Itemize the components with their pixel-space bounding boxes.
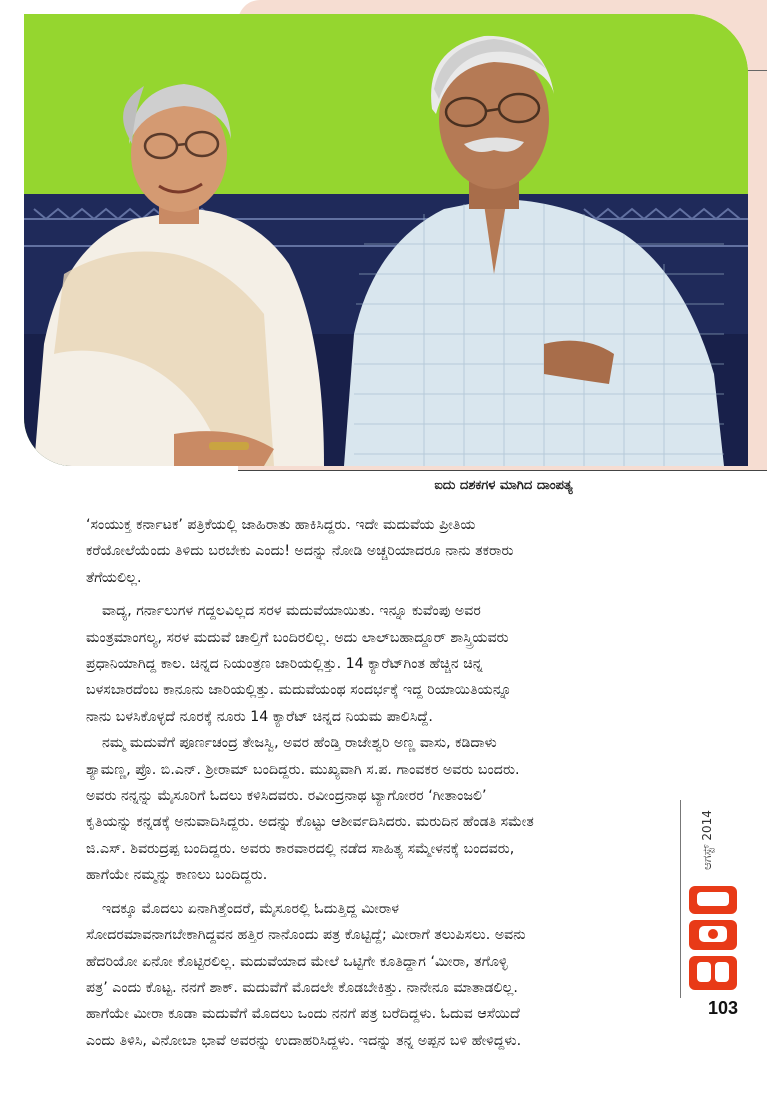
text-line: ಕರೆಯೋಲೆಯೆಂದು ತಿಳಿದು ಬರಬೇಕು ಎಂದು! ಅದನ್ನು ನೋಡಿ ಅಚ್ಚರಿಯಾದರೂ ನಾನು ತಕರಾರು bbox=[86, 543, 514, 560]
photo-caption: ಐದು ದಶಕಗಳ ಮಾಗಿದ ದಾಂಪತ್ಯ bbox=[434, 478, 573, 493]
text-line: ಹಾಗೆಯೇ ಮೀರಾ ಕೂಡಾ ಮದುವೆಗೆ ಮೊದಲು ಒಂದು ನನಗೆ ಪತ್ರ ಬರೆದಿದ್ದಳು. ಓದುವ ಆಸೆಯಿದೆ bbox=[86, 1006, 520, 1023]
elderly-couple-photo-icon bbox=[24, 14, 748, 466]
issue-date bbox=[690, 812, 728, 872]
text-line: ಜಿ.ಎಸ್. ಶಿವರುದ್ರಪ್ಪ ಬಂದಿದ್ದರು. ಅವರು ಕಾರವಾರದಲ್ಲಿ ನಡೆದ ಸಾಹಿತ್ಯ ಸಮ್ಮೇಳನಕ್ಕೆ ಬಂದವರು, bbox=[86, 840, 515, 857]
couple-photo bbox=[24, 14, 748, 466]
caption-rule bbox=[238, 470, 767, 471]
paragraph-4 bbox=[86, 897, 672, 1053]
paragraph-3 bbox=[86, 731, 672, 887]
text-line: ಸೋದರಮಾವನಾಗಬೇಕಾಗಿದ್ದವನ ಹತ್ತಿರ ನಾನೊಂದು ಪತ್ರ ಕೊಟ್ಟಿದ್ದೆ; ಮೀರಾಗೆ ತಲುಪಿಸಲು. ಅವನು bbox=[86, 927, 526, 944]
paragraph-2 bbox=[86, 599, 672, 729]
text-line: ಬಳಸಬಾರದೆಂಬ ಕಾನೂನು ಜಾರಿಯಲ್ಲಿತ್ತು. ಮದುವೆಯಂಥ ಸಂದರ್ಭಕ್ಕೆ ಇದ್ದ ರಿಯಾಯಿತಿಯನ್ನೂ bbox=[86, 682, 512, 699]
paragraph-1 bbox=[86, 513, 672, 590]
page-number: 103 bbox=[708, 998, 739, 1018]
text-line: ‘ಸಂಯುಕ್ತ ಕರ್ನಾಟಕ’ ಪತ್ರಿಕೆಯಲ್ಲಿ ಜಾಹಿರಾತು ಹಾಕಿಸಿದ್ದರು. ಇದೇ ಮದುವೆಯ ಪ್ರೀತಿಯ bbox=[86, 517, 476, 533]
text-line: ನಮ್ಮ ಮದುವೆಗೆ ಪೂರ್ಣಚಂದ್ರ ತೇಜಸ್ವಿ, ಅವರ ಹೆಂಡ್ತಿ ರಾಜೇಶ್ವರಿ ಅಣ್ಣ ವಾಸು, ಕಡಿದಾಳು bbox=[102, 735, 497, 752]
article-body bbox=[86, 513, 672, 1055]
text-line: ಹೆದರಿಯೋ ಏನೋ ಕೊಟ್ಟಿರಲಿಲ್ಲ. ಮದುವೆಯಾದ ಮೇಲೆ ಒಟ್ಟಿಗೇ ಕೂತಿದ್ದಾಗ ‘ಮೀರಾ, ತಗೊಳ್ಳಿ bbox=[86, 953, 508, 970]
text-line: ವಾದ್ಯ, ಗರ್ನಾಲುಗಳ ಗದ್ದಲವಿಲ್ಲದ ಸರಳ ಮದುವೆಯಾಯಿತು. ಇನ್ನೂ ಕುವೆಂಪು ಅವರ bbox=[102, 603, 481, 620]
text-line: ಎಂದು ತಿಳಿಸಿ, ವಿನೋಬಾ ಭಾವೆ ಅವರನ್ನು ಉದಾಹರಿಸಿದ್ದಳು. ಇದನ್ನು ತನ್ನ ಅಪ್ಪನ ಬಳಿ ಹೇಳಿದ್ದಳು. bbox=[86, 1032, 522, 1049]
text-line: ಶ್ಯಾಮಣ್ಣ, ಪ್ರೊ. ಬಿ.ಎನ್. ಶ್ರೀರಾಮ್ ಬಂದಿದ್ದರು. ಮುಖ್ಯವಾಗಿ ಸ.ಪ. ಗಾಂವಕರ ಅವರು ಬಂದರು. bbox=[86, 761, 520, 778]
text-line: ಕೃತಿಯನ್ನು ಕನ್ನಡಕ್ಕೆ ಅನುವಾದಿಸಿದ್ದರು. ಅದನ್ನು ಕೊಟ್ಟು ಆಶೀರ್ವದಿಸಿದರು. ಮರುದಿನ ಹೆಂಡತಿ ಸಮೇತ bbox=[86, 814, 534, 831]
text-line: ನಾನು ಬಳಸಿಕೊಳ್ಳದೆ ನೂರಕ್ಕೆ ನೂರು 14 ಕ್ಯಾರೆಟ್ ಚಿನ್ನದ ನಿಯಮ ಪಾಲಿಸಿದ್ದೆ. bbox=[86, 708, 433, 725]
issue-date-text: ಆಗಸ್ಟ್ 2014 bbox=[700, 810, 714, 870]
text-line: ಪ್ರಧಾನಿಯಾಗಿದ್ದ ಕಾಲ. ಚಿನ್ನದ ನಿಯಂತ್ರಣ ಜಾರಿಯಲ್ಲಿತ್ತು. 14 ಕ್ಯಾರೆಟ್‌ಗಿಂತ ಹೆಚ್ಚಿನ ಚಿನ್ನ bbox=[86, 656, 483, 673]
text-line: ಪತ್ರ’ ಎಂದು ಕೊಟ್ಟ. ನನಗೆ ಶಾಕ್. ಮದುವೆಗೆ ಮೊದಲೇ ಕೊಡಬೇಕಿತ್ತು. ನಾನೇನೂ ಮಾತಾಡಲಿಲ್ಲ. bbox=[86, 979, 518, 996]
text-line: ಹಾಗೆಯೇ ನಮ್ಮನ್ನು ಕಾಣಲು ಬಂದಿದ್ದರು. bbox=[86, 867, 268, 884]
margin-rule bbox=[680, 800, 681, 998]
text-line: ಇದಕ್ಕೂ ಮೊದಲು ಏನಾಗಿತ್ತೆಂದರೆ, ಮೈಸೂರಲ್ಲಿ ಓದುತ್ತಿದ್ದ ಮೀರಾಳ bbox=[102, 900, 400, 917]
text-line: ಅವರು ನನ್ನನ್ನು ಮೈಸೂರಿಗೆ ಓದಲು ಕಳಿಸಿದವರು. ರವೀಂದ್ರನಾಥ ಟ್ಯಾಗೋರರ ‘ಗೀತಾಂಜಲಿ’ bbox=[86, 788, 487, 805]
text-line: ಮಂತ್ರಮಾಂಗಲ್ಯ, ಸರಳ ಮದುವೆ ಚಾಲ್ತಿಗೆ ಬಂದಿರಲಿಲ್ಲ. ಅದು ಲಾಲ್‌ಬಹಾದ್ದೂರ್ ಶಾಸ್ತ್ರಿಯವರು bbox=[86, 629, 509, 646]
text-line: ತೆಗೆಯಲಿಲ್ಲ. bbox=[86, 569, 142, 586]
mayura-logo bbox=[683, 882, 743, 996]
